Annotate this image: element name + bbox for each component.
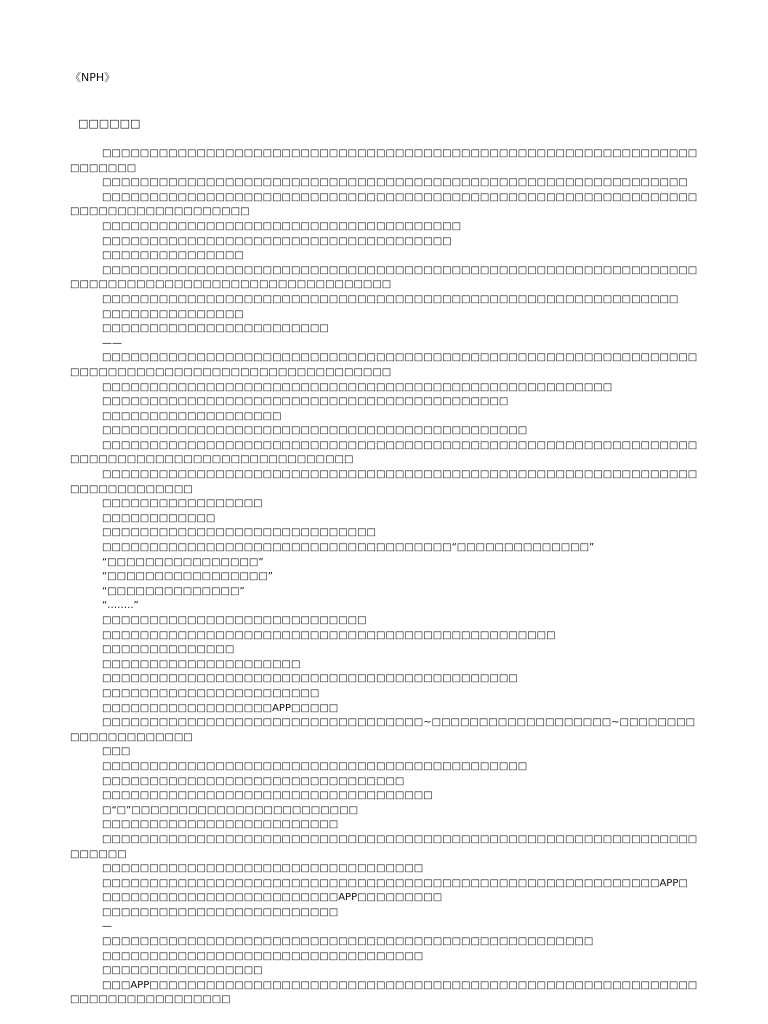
paragraph: □□□□□□□□□□□□□□□□□□□□□ bbox=[102, 658, 301, 670]
paragraph: □“□”□□□□□□□□□□□□□□□□□□□□□□□□ bbox=[102, 804, 359, 816]
paragraph: □□□□□□□□□□□□□□□□□□□□□□□□□□□□ bbox=[102, 615, 367, 626]
paragraph: □□□□□□□□□□□□□□□□□□□□□□□□□□□□□□□□□□ bbox=[102, 863, 424, 875]
paragraph: □□□□□□□□□□□□□□□□□□□□□□□□□□□□□□□□□□□□□□□□□□□□□□□□□□□□ bbox=[102, 936, 594, 948]
paragraph: □□□□□□□□□□□□□□□□□□APP□□□□□ bbox=[102, 702, 339, 714]
paragraph: □□□□□□□□□□□□□□□□□□□□□□□□□□□□□□□□□□□□□“□□□□□□□□□□□□□□” bbox=[102, 542, 595, 554]
paragraph: □□□□□□□□□□□□□□□□□□□□□□□ bbox=[102, 687, 320, 699]
paragraph: □□□APP□□□□□□□□□□□□□□□□□□□□□□□□□□□□□□□□□□□□□□□□□□□□□□□□□□□□□□□□□□□□□□□□□□□□□□□□□□□ bbox=[70, 979, 698, 1006]
paragraph: □□□□□□□□□□□□□□□□□□□□□□□□□□□□□□□□□□□□□□□□□□□□□□□□□□□□□□□□□□□APP□ bbox=[102, 877, 688, 889]
paragraph: □□□□□□□□□□□□□□□□□□□□□□□□□□□□□□□□□□~□□□□□□□□□□□□□□□□□□□~□□□□□□□□□□□□□□□□□□□□□ bbox=[70, 717, 696, 743]
quoted-line: “□□□□□□□□□□□□□□□□□” bbox=[102, 571, 273, 583]
paragraph: □□□□□□□□□□□□□□□□□□□□□□□□□□□□□□□□□□□□□□□□□□□□□□□□□□□□□□□□□□□□□□□□□□□□□□□□□□□□□□□□□□□□□□□□□□□□□ bbox=[70, 439, 698, 466]
paragraph: □□□□□□□□□□□□□□□□□□□□□□□□□□□□□□□□□□□□□□□□□□□ bbox=[102, 396, 509, 408]
paragraph: □□□□□□□□□□□□□□□□□□□□□□□□□□□□□ bbox=[102, 527, 376, 539]
dash-line: —— bbox=[102, 337, 122, 349]
paragraph: □□□□□□□□□□□□□□□□□□□□□□□□□□□□□□□□□□□□□□□□□□□□□□□□ bbox=[102, 629, 556, 641]
paragraph: □□□□□□□□□□□□□□□ bbox=[102, 308, 244, 320]
section-heading: □□□□□□ bbox=[78, 117, 141, 130]
paragraph: □□□□□□□□□□□□□□□□□ bbox=[102, 965, 263, 977]
paragraph: □□□□□□□□□□□□□□□□□□□□□□□□□APP□□□□□□□□□ bbox=[102, 892, 443, 904]
paragraph: □□□□□□□□□□□□□□□□□□□□□□□□□□□□□□□□□□□□□□□□□□□□□ bbox=[102, 760, 528, 772]
paragraph: □□□□□□□□□□□□□□□□□□□□□□□□□□□□□□□□□□□□□□ bbox=[102, 220, 462, 232]
quoted-line: “□□□□□□□□□□□□□□” bbox=[102, 585, 245, 597]
quoted-line: “……..” bbox=[102, 600, 139, 612]
paragraph: □□□□□□□□□□□□□□□□□□□□□□□□□ bbox=[102, 819, 339, 831]
paragraph: □□□□□□□□□□□□□□□□□□□□□□□□□□□□□□□□ bbox=[102, 775, 405, 787]
paragraph: □□□□□□□□□□□□□□□□□□□□□□□□□□□□□□□□□□□□□□□□□□□□□ bbox=[102, 425, 528, 437]
paragraph: □□□□□□□□□□□□□□□ bbox=[102, 250, 244, 262]
paragraph: □□□□□□□□□□□□□□□□□□□□□□□□ bbox=[102, 323, 329, 335]
paragraph: □□□□□□□□□□□□□□□□□□□□□□□□□□□□□□□□□□□□□□□□□□□□□□□□□□□□□□□□□□□□□□□□□□□□□□□□□□□□□□□□□□ bbox=[70, 191, 698, 218]
paragraph: □□□□□□□□□□□□□□□□□□□ bbox=[102, 410, 282, 422]
paragraph: □□□□□□□□□□□□□□□□□□□□□□□□□□□□□□□□□□ bbox=[102, 950, 424, 962]
paragraph: □□□□□□□□□□□□□□□□□□□□□□□□□□□□□□□□□□□□□□□□□□□□□□□□□□□□□□□□□□□□□□□□□□□□□□ bbox=[70, 148, 698, 174]
paragraph: □□□□□□□□□□□□□□□□□□□□□□□□□□□□□□□□□□□ bbox=[102, 790, 433, 802]
paragraph: □□□□□□□□□□□□□□□□□ bbox=[102, 498, 263, 510]
paragraph: □□□□□□□□□□□□□□□□□□□□□□□□□ bbox=[102, 906, 339, 918]
paragraph: □□□ bbox=[102, 746, 131, 758]
paragraph: □□□□□□□□□□□□ bbox=[102, 512, 216, 524]
document-body bbox=[70, 147, 700, 1008]
paragraph: □□□□□□□□□□□□□□□□□□□□□□□□□□□□□□□□□□□□□□□□□□□□□□□□□□□□□□□□□□□□□□□□□□□□□□□□□□□□□□□□□□□□□□□□□□□□□□□□□ bbox=[70, 264, 698, 291]
paragraph: □□□□□□□□□□□□□□□□□□□□□□□□□□□□□□□□□□□□□□□□□□□□□□□□□□□□□□□□□□□□□□□□□□□□□ bbox=[70, 833, 698, 860]
paragraph: □□□□□□□□□□□□□□□□□□□□□□□□□□□□□□□□□□□□□□□□□□□□□□□□□□□□□□□□□□□□□ bbox=[102, 293, 679, 305]
paragraph: □□□□□□□□□□□□□□□□□□□□□□□□□□□□□□□□□□□□□□□□□□□□ bbox=[102, 673, 518, 685]
paragraph: □□□□□□□□□□□□□□ bbox=[102, 644, 235, 656]
document-title: 《NPH》 bbox=[70, 71, 116, 84]
paragraph: □□□□□□□□□□□□□□□□□□□□□□□□□□□□□□□□□□□□□□□□□□□□□□□□□□□□□□□□□□□□□□ bbox=[102, 177, 688, 189]
paragraph: □□□□□□□□□□□□□□□□□□□□□□□□□□□□□□□□□□□□□□□□□□□□□□□□□□□□□□□□□□□□□□□□□□□□□□□□□□□□□□□□□□□□□□□□□□□□□□□□□ bbox=[70, 352, 698, 378]
dash-line: — bbox=[102, 921, 112, 933]
paragraph: □□□□□□□□□□□□□□□□□□□□□□□□□□□□□□□□□□□□□□□□□□□□□□□□□□□□□□ bbox=[102, 381, 613, 393]
paragraph: □□□□□□□□□□□□□□□□□□□□□□□□□□□□□□□□□□□□□□□□□□□□□□□□□□□□□□□□□□□□□□□□□□□□□□□□□□□□ bbox=[70, 469, 698, 495]
paragraph: □□□□□□□□□□□□□□□□□□□□□□□□□□□□□□□□□□□□□ bbox=[102, 235, 452, 247]
quoted-line: “□□□□□□□□□□□□□□□□” bbox=[102, 556, 264, 568]
